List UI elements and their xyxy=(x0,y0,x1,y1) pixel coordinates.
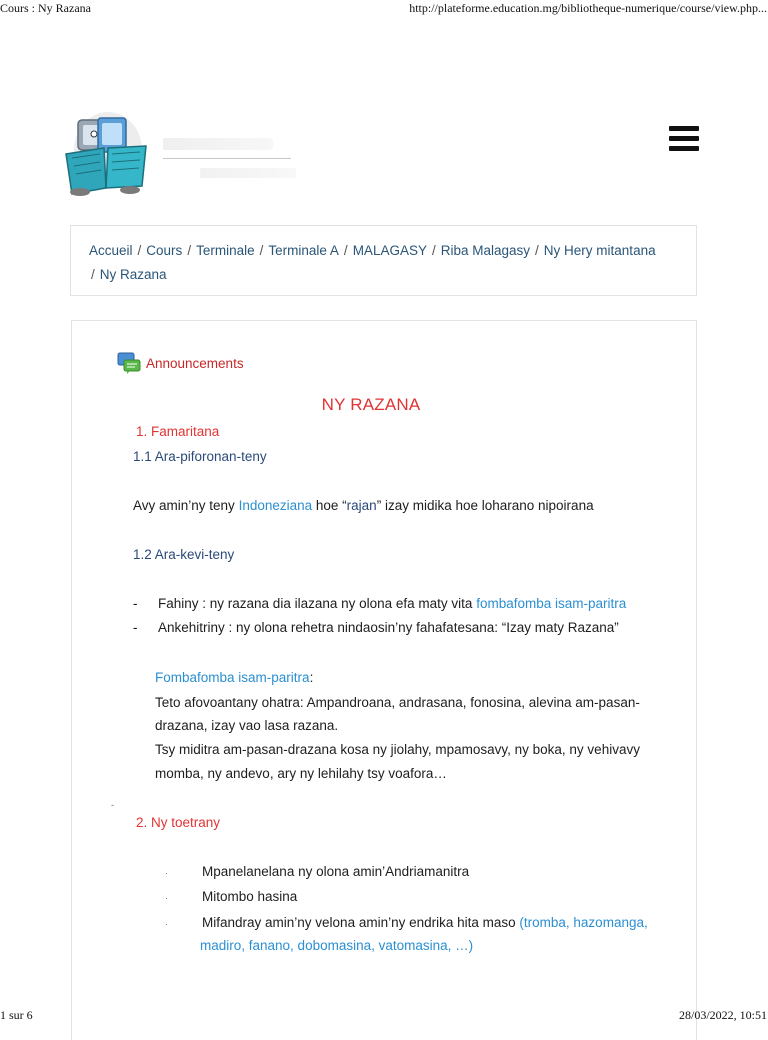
forum-icon xyxy=(117,351,141,375)
list-item: Mifandray amin’ny velona amin’ny endrika hita maso (tromba, hazomanga, xyxy=(202,915,648,930)
bullet-dot: · xyxy=(165,893,168,903)
print-header-url: http://plateforme.education.mg/bibliotheque-numerique/course/view.php... xyxy=(409,1,767,15)
print-header-title: Cours : Ny Razana xyxy=(0,1,91,15)
subsection-1-2: 1.2 Ara-kevi-teny xyxy=(133,547,235,562)
breadcrumb-separator: / xyxy=(137,243,142,258)
announcements-label[interactable]: Announcements xyxy=(146,355,244,371)
breadcrumb-separator: / xyxy=(259,243,264,258)
link-rajan[interactable]: rajan xyxy=(346,498,377,513)
reading-character-icon xyxy=(60,108,156,196)
bullet-dash: - xyxy=(133,620,138,635)
section-2-heading: 2. Ny toetrany xyxy=(136,815,221,830)
breadcrumb-current[interactable]: Ny Razana xyxy=(99,267,167,282)
link-fombafomba[interactable]: fombafomba isam-paritra xyxy=(476,596,627,611)
stray-dash: - xyxy=(111,800,114,810)
logo-tagline xyxy=(200,168,296,178)
bullet-fahiny: Fahiny : ny razana dia ilazana ny olona efa maty vita fombafomba isam-paritra xyxy=(158,596,627,611)
logo-wordmark xyxy=(163,138,273,150)
bullet-ankehitriny: Ankehitriny : ny olona rehetra nindaosin’ny fahafatesana: “Izay maty Razana” xyxy=(158,620,619,635)
breadcrumb-item[interactable]: Ny Hery mitantana xyxy=(543,243,656,258)
link-examples-continued[interactable]: madiro, fanano, dobomasina, vatomasina, …) xyxy=(200,938,474,953)
breadcrumb-item[interactable]: Terminale A xyxy=(268,243,339,258)
paragraph-etymology: Avy amin’ny teny Indoneziana hoe “rajan” izay midika hoe loharano nipoirana xyxy=(133,498,594,513)
link-fomba-heading[interactable]: Fombafomba isam-paritra xyxy=(155,670,310,685)
breadcrumb-item[interactable]: Terminale xyxy=(196,243,255,258)
breadcrumb-separator: / xyxy=(91,267,95,282)
paragraph-line: Teto afovoantany ohatra: Ampandroana, andrasana, fonosina, alevina am-pasan- xyxy=(155,695,640,710)
section-1-heading: 1. Famaritana xyxy=(136,424,220,439)
bullet-dot: · xyxy=(165,919,168,929)
list-item: Mitombo hasina xyxy=(202,889,298,904)
breadcrumb-item[interactable]: Accueil xyxy=(89,243,133,258)
paragraph-line: Tsy miditra am-pasan-drazana kosa ny jiolahy, mpamosavy, ny boka, ny vehivavy xyxy=(155,742,640,757)
bullet-dot: · xyxy=(165,868,168,878)
breadcrumb xyxy=(70,225,697,296)
announcements-link[interactable] xyxy=(117,351,244,375)
bullet-dash: - xyxy=(133,596,138,611)
link-indoneziana[interactable]: Indoneziana xyxy=(238,498,313,513)
subsection-1-1: 1.1 Ara-piforonan-teny xyxy=(133,449,267,464)
lesson-title: NY RAZANA xyxy=(321,395,421,414)
hamburger-menu-icon[interactable] xyxy=(669,126,699,152)
print-footer-page: 1 sur 6 xyxy=(0,1008,33,1022)
breadcrumb-separator: / xyxy=(535,243,539,258)
breadcrumb-separator: / xyxy=(187,243,192,258)
list-item: Mpanelanelana ny olona amin’Andriamanitra xyxy=(202,864,470,879)
site-logo[interactable] xyxy=(60,108,300,196)
breadcrumb-item[interactable]: Riba Malagasy xyxy=(440,243,531,258)
fomba-heading: Fombafomba isam-paritra: xyxy=(155,670,314,685)
link-examples[interactable]: (tromba, hazomanga, xyxy=(519,915,648,930)
breadcrumb-item[interactable]: MALAGASY xyxy=(352,243,427,258)
breadcrumb-separator: / xyxy=(431,243,436,258)
paragraph-line: drazana, izay vao lasa razana. xyxy=(155,718,339,733)
paragraph-line: momba, ny andevo, ary ny lehilahy tsy voafora… xyxy=(155,766,447,781)
print-footer-datetime: 28/03/2022, 10:51 xyxy=(678,1008,767,1022)
breadcrumb-item[interactable]: Cours xyxy=(146,243,183,258)
logo-divider xyxy=(163,158,291,159)
breadcrumb-separator: / xyxy=(343,243,348,258)
